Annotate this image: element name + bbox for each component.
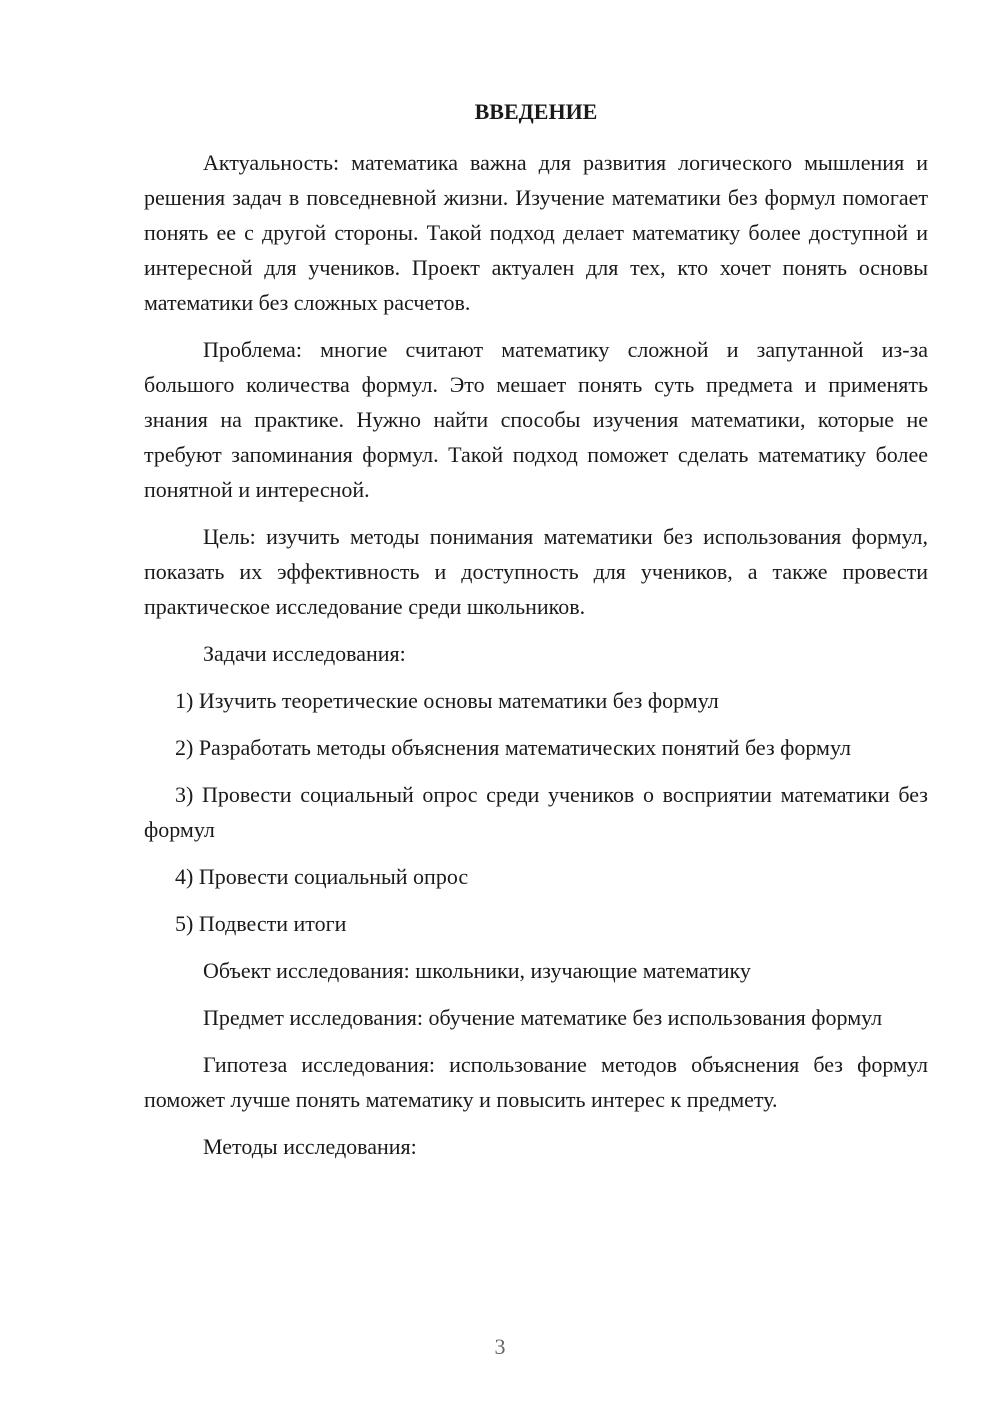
- page-content: [144, 94, 928, 1176]
- paragraph-hypothesis: Гипотеза исследования: использование методов объяснения без формул поможет лучше понять математику и повысить интерес к предмету.: [144, 1052, 928, 1112]
- paragraph-goal: Цель: изучить методы понимания математики без использования формул, показать их эффективность и доступность для учеников, а также провести практическое исследование среди школьников.: [144, 524, 928, 619]
- paragraph-object: Объект исследования: школьники, изучающие математику: [203, 958, 751, 983]
- task-item-1: 1) Изучить теоретические основы математики без формул: [175, 688, 719, 713]
- task-item-4: 4) Провести социальный опрос: [175, 864, 469, 889]
- paragraph-relevance: Актуальность: математика важна для развития логического мышления и решения задач в повседневной жизни. Изучение математики без формул помогает понять ее с другой стороны. Такой подход делает математику более доступной и интересной для учеников. Проект актуален для тех, кто хочет понять основы математики без сложных расчетов.: [144, 150, 928, 315]
- task-item-5: 5) Подвести итоги: [175, 911, 347, 936]
- paragraph-subject: Предмет исследования: обучение математике без использования формул: [203, 1005, 883, 1030]
- methods-heading: Методы исследования:: [203, 1134, 417, 1159]
- tasks-heading: Задачи исследования:: [203, 641, 406, 666]
- paragraph-problem: Проблема: многие считают математику сложной и запутанной из-за большого количества формул. Это мешает понять суть предмета и применять знания на практике. Нужно найти способы изучения математики, которые не требуют запоминания формул. Такой подход поможет сделать математику более понятной и интересной.: [144, 337, 928, 502]
- section-title: ВВЕДЕНИЕ: [474, 99, 598, 124]
- page-number: 3: [494, 1334, 506, 1359]
- task-item-2: 2) Разработать методы объяснения математических понятий без формул: [175, 735, 851, 760]
- task-item-3: 3) Провести социальный опрос среди учеников о восприятии математики без формул: [144, 782, 928, 842]
